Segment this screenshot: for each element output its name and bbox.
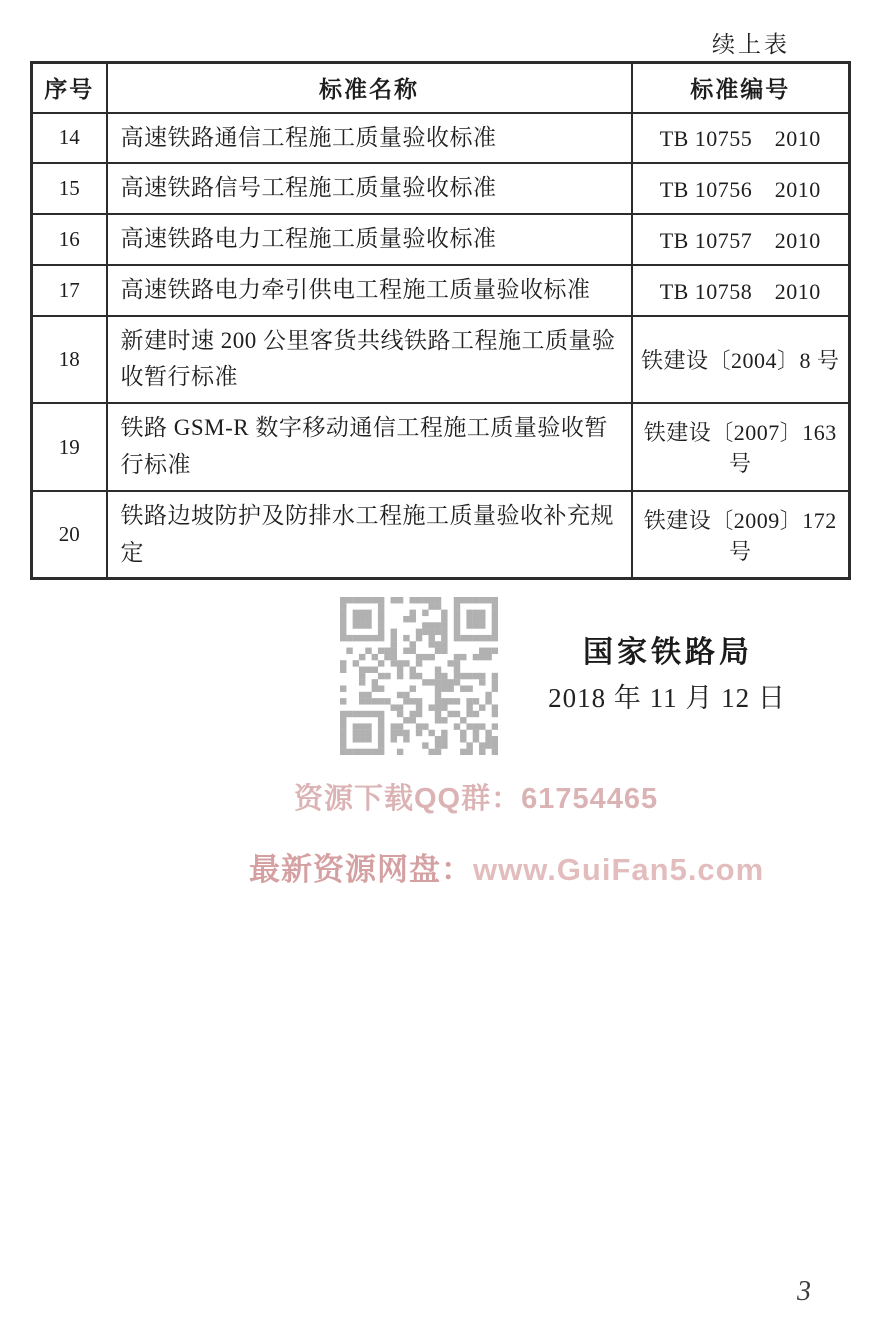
row-name: 高速铁路通信工程施工质量验收标准 bbox=[107, 113, 632, 164]
table-header-row bbox=[32, 63, 850, 113]
table-row bbox=[32, 265, 850, 316]
issuer-name: 国家铁路局 bbox=[583, 636, 753, 669]
row-code: 铁建设〔2007〕163 号 bbox=[632, 403, 850, 491]
row-no: 14 bbox=[32, 113, 107, 164]
row-no: 15 bbox=[32, 163, 107, 214]
row-code: TB 10755 2010 bbox=[632, 113, 850, 164]
row-code: TB 10758 2010 bbox=[632, 265, 850, 316]
header-code: 标准编号 bbox=[632, 63, 850, 113]
header-name: 标准名称 bbox=[107, 63, 632, 113]
table-row bbox=[32, 491, 850, 579]
row-name: 新建时速 200 公里客货共线铁路工程施工质量验收暂行标准 bbox=[107, 316, 632, 404]
row-name: 高速铁路信号工程施工质量验收标准 bbox=[107, 163, 632, 214]
row-no: 18 bbox=[32, 316, 107, 404]
row-code: TB 10757 2010 bbox=[632, 214, 850, 265]
table-row bbox=[32, 163, 850, 214]
row-name: 高速铁路电力工程施工质量验收标准 bbox=[107, 214, 632, 265]
qr-code-icon bbox=[340, 597, 498, 755]
table-row bbox=[32, 113, 850, 164]
page-number: 3 bbox=[797, 1276, 811, 1307]
row-no: 20 bbox=[32, 491, 107, 579]
table-row bbox=[32, 403, 850, 491]
row-name: 铁路边坡防护及防排水工程施工质量验收补充规定 bbox=[107, 491, 632, 579]
table-row bbox=[32, 316, 850, 404]
row-name: 铁路 GSM-R 数字移动通信工程施工质量验收暂行标准 bbox=[107, 403, 632, 491]
row-no: 19 bbox=[32, 403, 107, 491]
table-continuation-label: 续上表 bbox=[712, 32, 790, 57]
row-code: 铁建设〔2004〕8 号 bbox=[632, 316, 850, 404]
row-no: 17 bbox=[32, 265, 107, 316]
row-code: 铁建设〔2009〕172 号 bbox=[632, 491, 850, 579]
issue-date: 2018 年 11 月 12 日 bbox=[548, 683, 786, 713]
row-no: 16 bbox=[32, 214, 107, 265]
standards-table bbox=[30, 61, 851, 580]
watermark-site bbox=[249, 844, 764, 889]
row-code: TB 10756 2010 bbox=[632, 163, 850, 214]
row-name: 高速铁路电力牵引供电工程施工质量验收标准 bbox=[107, 265, 632, 316]
watermark-site-prefix: 最新资源网盘： bbox=[249, 852, 473, 887]
watermark-qq-group: 资源下载QQ群：61754465 bbox=[294, 783, 659, 815]
table-row bbox=[32, 214, 850, 265]
header-no: 序号 bbox=[32, 63, 107, 113]
watermark-site-url: www.GuiFan5.com bbox=[473, 852, 765, 887]
